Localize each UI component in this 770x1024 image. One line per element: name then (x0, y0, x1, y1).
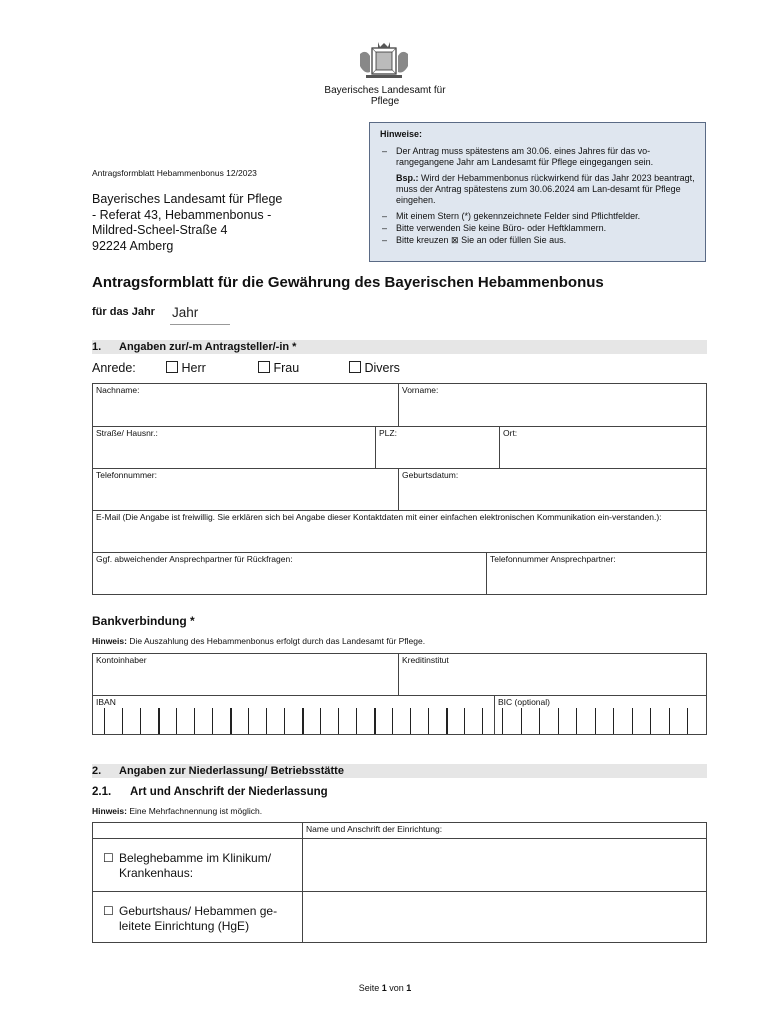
kreditinstitut-field[interactable] (398, 653, 707, 696)
bic-char-divider (613, 708, 614, 734)
hint-no-clips: – Bitte verwenden Sie keine Büro- oder Heftklammern. (380, 223, 695, 234)
ort-field[interactable] (499, 426, 707, 469)
iban-char-divider (140, 708, 141, 734)
iban-char-divider (392, 708, 393, 734)
bank-hint (92, 636, 425, 646)
hint-example-label: Bsp.: (396, 173, 419, 183)
type-header-cell (92, 822, 303, 839)
vorname-label: Vorname: (402, 385, 439, 395)
hint-example-text: Wird der Hebammenbonus rückwirkend für das Jahr 2023 beantragt, muss der Antrag spätestens zum 30.06.2024 am Lan-desamt für Pflege eingehen. (396, 173, 695, 205)
kreditinstitut-label: Kreditinstitut (402, 655, 449, 665)
year-label: für das Jahr (92, 306, 155, 318)
frau-checkbox[interactable] (258, 361, 270, 373)
bic-char-divider (521, 708, 522, 734)
iban-char-divider (104, 708, 105, 734)
herr-label: Herr (181, 361, 206, 375)
vorname-field[interactable] (398, 383, 707, 427)
bank-title: Bankverbindung * (92, 614, 195, 628)
iban-char-divider (410, 708, 411, 734)
footer-mid: von (386, 983, 407, 993)
page-footer (0, 983, 770, 993)
iban-char-divider (302, 708, 304, 734)
form-number: Antragsformblatt Hebammenbonus 12/2023 (92, 168, 257, 178)
hints-title: Hinweise: (380, 129, 423, 139)
iban-char-divider (266, 708, 267, 734)
section2-title: Angaben zur Niederlassung/ Betriebsstätte (119, 765, 344, 777)
beleghebamme-cell[interactable] (92, 838, 303, 892)
bic-char-divider (632, 708, 633, 734)
einrichtung-header-cell (302, 822, 707, 839)
address-line1: Bayerisches Landesamt für Pflege (92, 192, 283, 206)
nachname-label: Nachname: (96, 385, 140, 395)
strasse-field[interactable] (92, 426, 376, 469)
footer-page: 1 (381, 983, 387, 993)
iban-char-divider (320, 708, 321, 734)
address-line4: 92224 Amberg (92, 238, 174, 253)
section2-1-number: 2.1. (92, 786, 112, 798)
bic-char-divider (539, 708, 540, 734)
iban-char-divider (248, 708, 249, 734)
bic-char-divider (650, 708, 651, 734)
year-underline (170, 324, 230, 325)
bic-char-divider (558, 708, 559, 734)
section2-hint-text: Eine Mehrfachnennung ist möglich. (126, 806, 263, 816)
authority-line1: Bayerisches Landesamt für (324, 85, 446, 96)
frau-label: Frau (273, 361, 300, 375)
anrede-divers[interactable] (349, 361, 400, 375)
section2-hint (92, 806, 262, 816)
iban-char-divider (446, 708, 448, 734)
einrichtung-header: Name und Anschrift der Einrichtung: (306, 824, 443, 834)
iban-char-divider (374, 708, 376, 734)
iban-char-divider (356, 708, 357, 734)
geburtsdatum-label: Geburtsdatum: (402, 470, 459, 480)
section2-number: 2. (92, 765, 102, 777)
section2-header (92, 764, 707, 778)
hint-required: – Mit einem Stern (*) gekennzeichnete Felder sind Pflichtfelder. (380, 211, 695, 222)
hints-box (369, 122, 706, 262)
kontoinhaber-label: Kontoinhaber (96, 655, 147, 665)
hint-check: – Bitte kreuzen ⊠ Sie an oder füllen Sie aus. (380, 235, 695, 246)
divers-checkbox[interactable] (349, 361, 361, 373)
iban-label: IBAN (96, 697, 116, 707)
iban-char-divider (482, 708, 483, 734)
geburtsdatum-field[interactable] (398, 468, 707, 511)
authority-line2: Pflege (370, 96, 400, 107)
plz-field[interactable] (375, 426, 500, 469)
iban-bic-ticks (92, 695, 707, 735)
iban-char-divider (212, 708, 213, 734)
ansprechpartner-tel-field[interactable] (486, 552, 707, 595)
geburtshaus-address-field[interactable] (302, 891, 707, 943)
telefon-label: Telefonnummer: (96, 470, 157, 480)
geburtshaus-label: Geburtshaus/ Hebammen ge-leitete Einrichtung (HgE) (119, 904, 278, 933)
section1-number: 1. (92, 341, 102, 353)
ort-label: Ort: (503, 428, 518, 438)
geburtshaus-cell[interactable] (92, 891, 303, 943)
iban-char-divider (338, 708, 339, 734)
bank-hint-text: Die Auszahlung des Hebammenbonus erfolgt durch das Landesamt für Pflege. (126, 636, 426, 646)
email-label: E-Mail (Die Angabe ist freiwillig. Sie erklären sich bei Angabe dieser Kontaktdaten mit einer einfachen elektronischen Kommunikation ein-verstanden.): (96, 512, 662, 522)
plz-label: PLZ: (379, 428, 397, 438)
iban-char-divider (230, 708, 232, 734)
address-line3: Mildred-Scheel-Straße 4 (92, 223, 228, 237)
bic-char-divider (576, 708, 577, 734)
section2-1-header (92, 786, 328, 798)
section1-header (92, 340, 707, 354)
iban-char-divider (194, 708, 195, 734)
anrede-herr[interactable] (166, 361, 206, 375)
hint-example (380, 173, 695, 206)
email-field[interactable] (92, 510, 707, 553)
anrede-label: Anrede: (92, 361, 136, 375)
bic-char-divider (669, 708, 670, 734)
section2-hint-label: Hinweis: (92, 806, 127, 816)
ansprechpartner-field[interactable] (92, 552, 487, 595)
geburtshaus-checkbox[interactable]: ☐ (103, 904, 114, 918)
herr-checkbox[interactable] (166, 361, 178, 373)
iban-char-divider (122, 708, 123, 734)
kontoinhaber-field[interactable] (92, 653, 399, 696)
telefon-field[interactable] (92, 468, 399, 511)
footer-total: 1 (406, 983, 412, 993)
coat-of-arms-icon (358, 40, 410, 80)
bank-hint-label: Hinweis: (92, 636, 127, 646)
divers-label: Divers (364, 361, 400, 375)
beleghebamme-checkbox[interactable]: ☐ (103, 851, 114, 865)
page-title: Antragsformblatt für die Gewährung des Bayerischen Hebammenbonus (92, 274, 604, 291)
bic-char-divider (502, 708, 503, 734)
iban-char-divider (428, 708, 429, 734)
anrede-frau[interactable] (258, 361, 299, 375)
ansprechpartner-label: Ggf. abweichender Ansprechpartner für Rückfragen: (96, 554, 293, 564)
section2-1-title: Art und Anschrift der Niederlassung (130, 786, 328, 798)
iban-char-divider (464, 708, 465, 734)
section1-title: Angaben zur/-m Antragsteller/-in * (119, 341, 297, 353)
recipient-address (92, 192, 282, 254)
year-input[interactable]: Jahr (172, 305, 199, 320)
iban-char-divider (176, 708, 177, 734)
iban-char-divider (158, 708, 160, 734)
ansprechpartner-tel-label: Telefonnummer Ansprechpartner: (490, 554, 616, 564)
nachname-field[interactable] (92, 383, 399, 427)
iban-char-divider (284, 708, 285, 734)
beleghebamme-label: Beleghebamme im Klinikum/ Krankenhaus: (119, 851, 272, 880)
bic-label: BIC (optional) (498, 697, 550, 707)
hint-deadline: – Der Antrag muss spätestens am 30.06. eines Jahres für das vo-rangegangene Jahr am Landesamt für Pflege eingegangen sein. (380, 146, 695, 168)
geburtshaus-option[interactable] (103, 904, 294, 934)
beleghebamme-option[interactable] (103, 851, 294, 881)
address-line2: - Referat 43, Hebammenbonus - (92, 207, 272, 222)
bic-char-divider (595, 708, 596, 734)
footer-prefix: Seite (358, 983, 382, 993)
bic-char-divider (687, 708, 688, 734)
beleghebamme-address-field[interactable] (302, 838, 707, 892)
authority-name (300, 85, 470, 107)
strasse-label: Straße/ Hausnr.: (96, 428, 158, 438)
